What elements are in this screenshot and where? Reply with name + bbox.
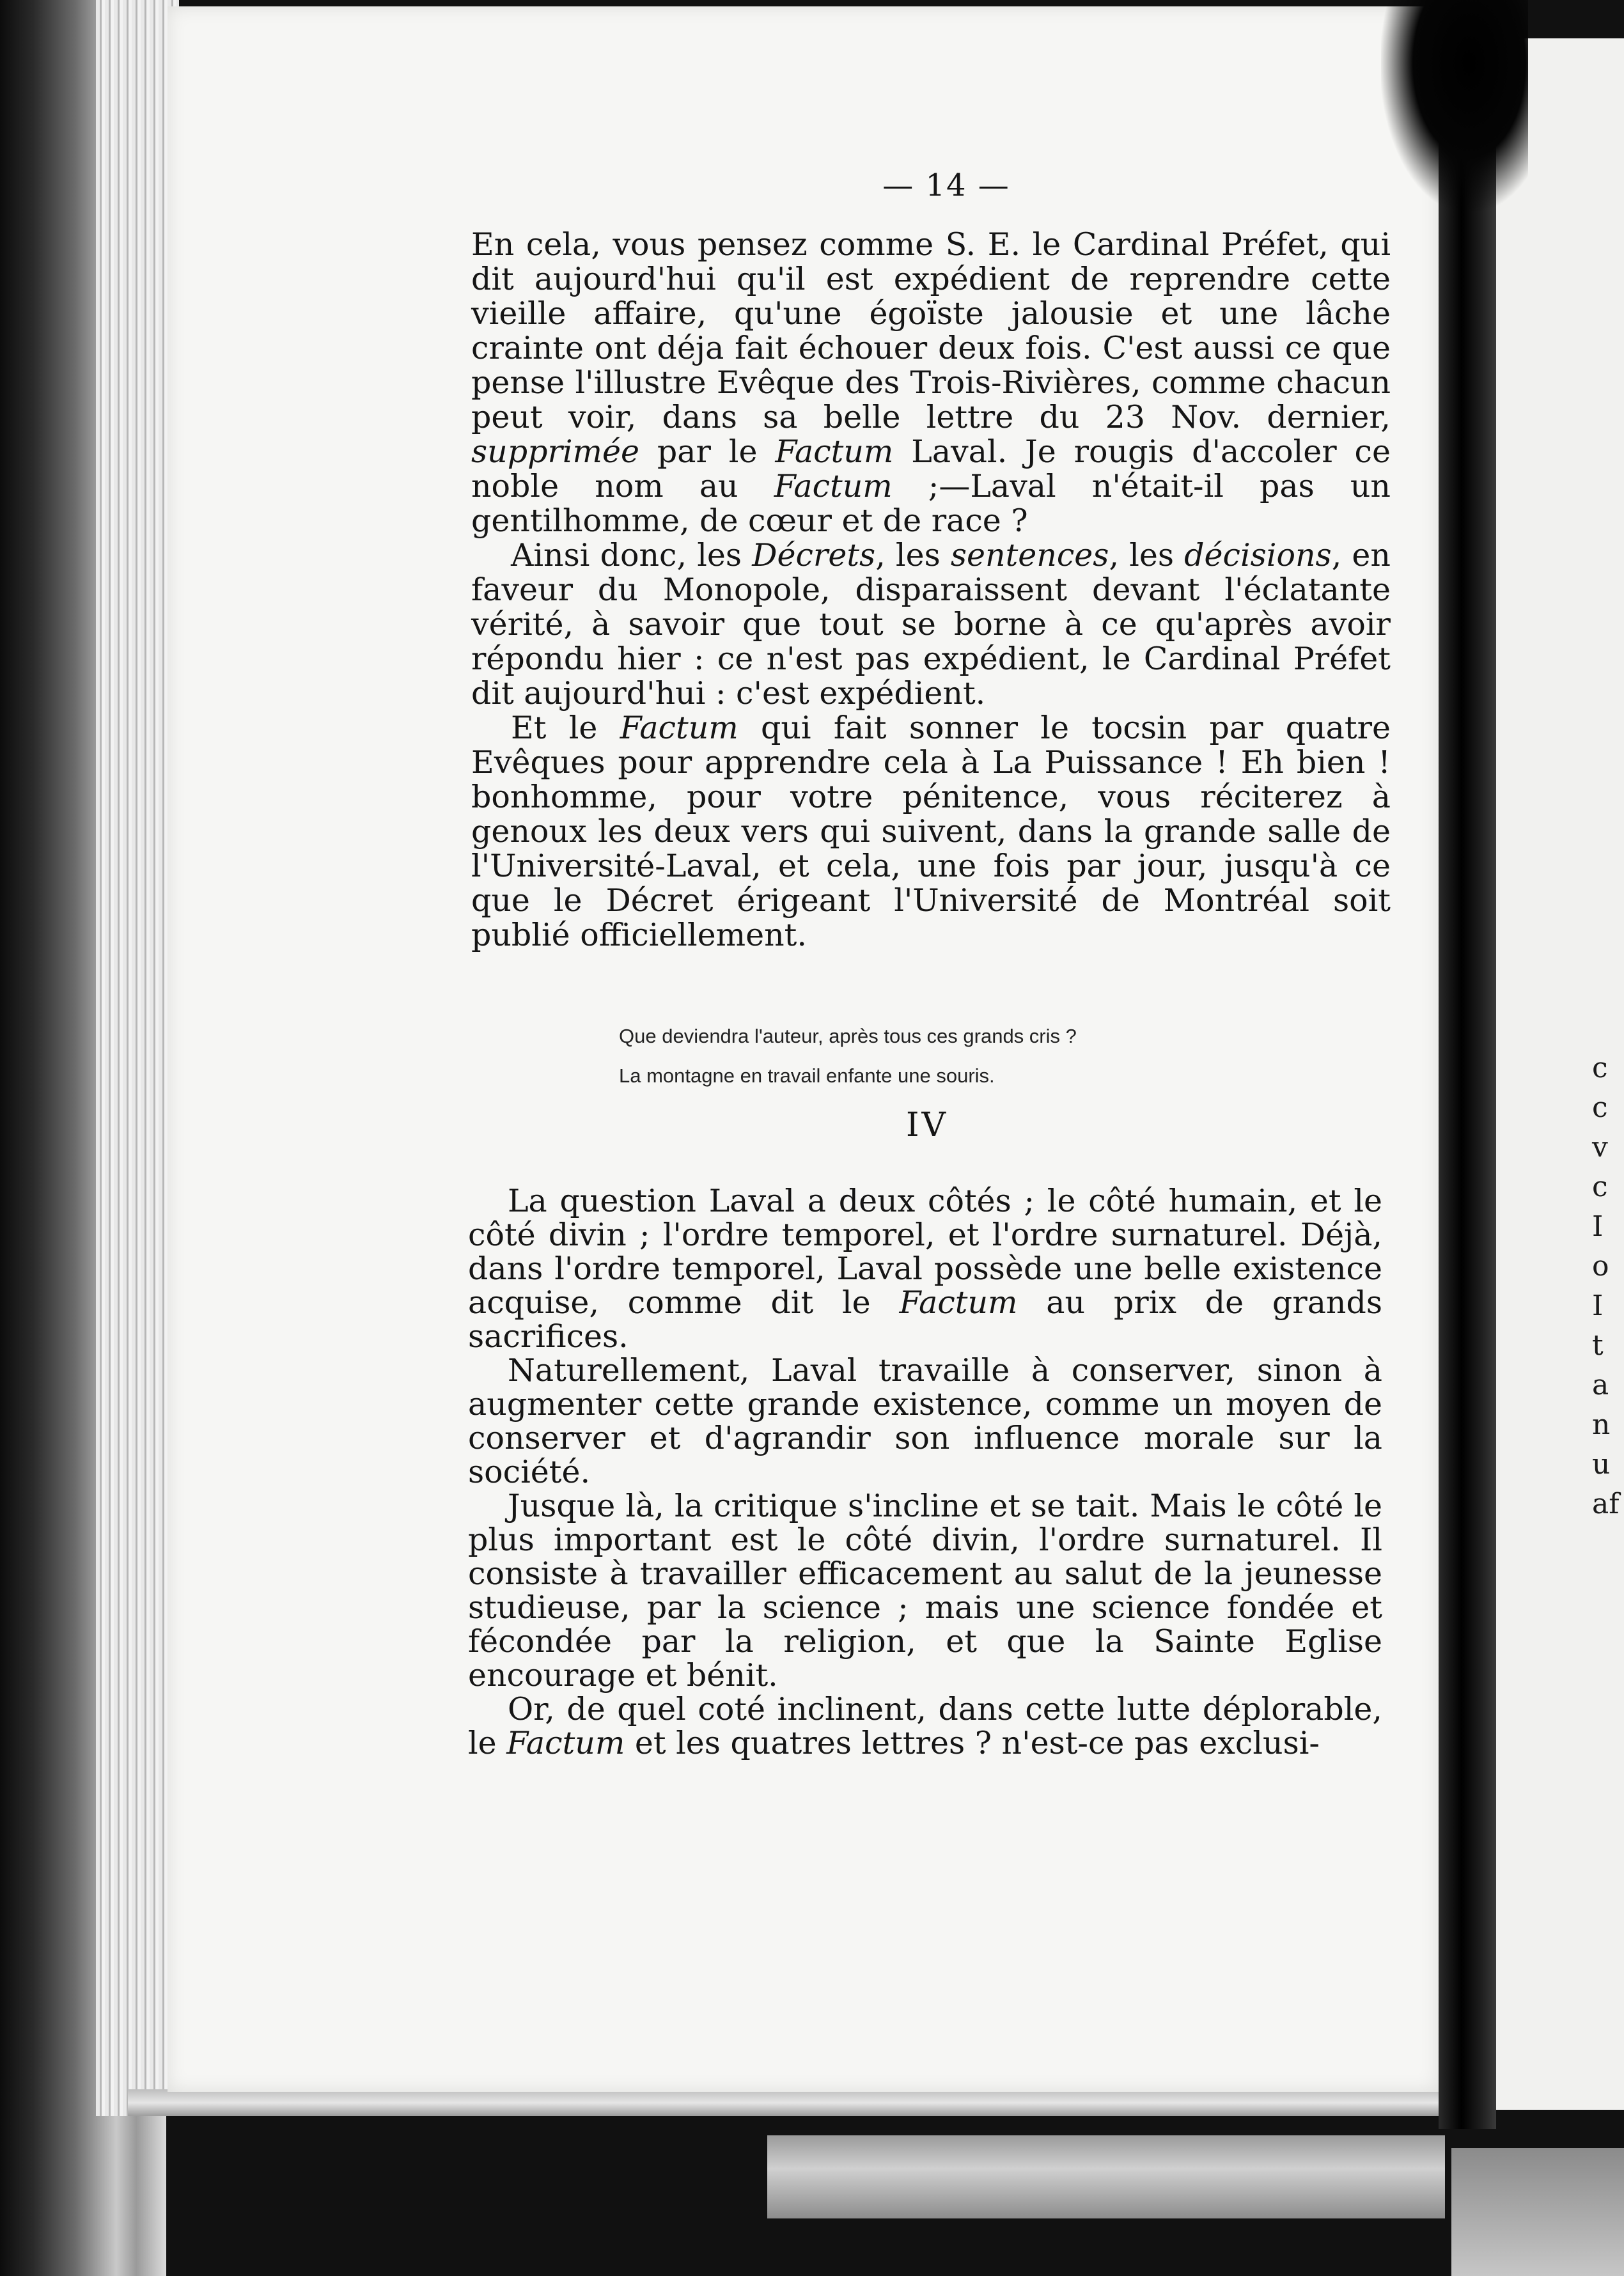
text-run: Ainsi donc, les [511,537,753,573]
italic-run: Factum [620,710,738,746]
paragraph [468,1353,1382,1489]
italic-run: Décrets [752,537,876,573]
ink-blot [1381,0,1528,211]
book-gutter [1439,0,1496,2129]
fragment: c [1592,1052,1608,1084]
text-run: Et le [511,710,620,746]
italic-run: Factum [775,433,894,470]
paper-scrap-right [1451,2148,1624,2276]
italic-run: sentences [950,537,1109,573]
fragment: t [1592,1329,1604,1362]
paper-scrap [767,2135,1445,2218]
text-run: , les [875,537,951,573]
text-run: qui fait sonner le tocsin par quatre Evêques pour apprendre cela à La Puissance ! Eh bien ! bonhomme, pour votre pénitence, vous réciterez à genoux les deux vers qui suivent, dans la grande salle de l'Université-Laval, et cela, une fois par jour, jusqu'à ce que le Décret érigeant l'Université de Montréal soit publié officiellement. [471,710,1391,953]
text-run: , en faveur du Monopole, disparaissent devant l'éclatante vérité, à savoir que tout se borne à ce qu'après avoir répondu hier : ce n'est pas expédient, le Cardinal Préfet dit aujourd'hui : c'est expédient. [471,537,1391,712]
text-run: , les [1109,537,1185,573]
text-run: Or, de quel coté inclinent, dans cette lutte déplorable, le [468,1691,1382,1761]
text-run: et les quatres lettres ? n'est-ce pas exclusi- [625,1725,1320,1761]
italic-run: supprimée [471,433,639,470]
text-run: par le [639,433,776,470]
paragraph [468,1489,1382,1692]
body-text-bottom [468,1184,1382,1760]
verse-line: Que deviendra l'auteur, après tous ces grands cris ? [619,1025,1077,1047]
verse-quote [619,1017,1258,1096]
fragment: a [1592,1369,1609,1401]
facing-page-fragments [1592,1048,1624,1524]
fragment: I [1592,1290,1604,1322]
fragment: af [1592,1488,1620,1520]
text-run: Naturellement, Laval travaille à conserver, sinon à augmenter cette grande existence, comme un moyen de conserver et d'agrandir son influence morale sur la société. [468,1352,1382,1490]
text-run: En cela, vous pensez comme S. E. le Cardinal Préfet, qui dit aujourd'hui qu'il est expédient de reprendre cette vieille affaire, qu'une égoïste jalousie et une lâche crainte ont déja fait échouer deux fois. C'est aussi ce que pense l'illustre Evêque des Trois-Rivières, comme chacun peut voir, dans sa belle lettre du 23 Nov. dernier, [471,226,1391,435]
paragraph [471,228,1391,538]
text-run: ;—Laval n'était-il pas un gentilhomme, de cœur et de race ? [471,468,1391,539]
text-run: La question Laval a deux côtés ; le côté humain, et le côté divin ; l'ordre temporel, et l'ordre surnaturel. Déjà, dans l'ordre temporel, Laval possède une belle existence acquise, comme dit le [468,1183,1382,1321]
fragment: o [1592,1250,1609,1282]
fragment: v [1592,1131,1608,1164]
fragment: I [1592,1210,1604,1243]
italic-run: Factum [774,468,893,504]
fragment: c [1592,1091,1608,1124]
book-bottom-edge [128,2089,1451,2116]
section-heading: IV [905,1106,949,1144]
italic-run: décisions [1184,537,1332,573]
italic-run: Factum [899,1284,1018,1321]
paragraph [471,538,1391,711]
italic-run: Factum [506,1725,625,1761]
text-run: au prix de grands sacrifices. [468,1284,1383,1355]
fragment: n [1592,1408,1611,1441]
fragment: u [1592,1448,1611,1481]
paragraph [468,1184,1382,1353]
body-text-top [471,228,1391,953]
paragraph [468,1692,1382,1760]
text-run: Jusque là, la critique s'incline et se tait. Mais le côté le plus important est le côté divin, l'ordre surnaturel. Il consiste à travailler efficacement au salut de la jeunesse studieuse, par la science ; mais une science fondée et fécondée par la religion, et que la Sainte Eglise encourage et bénit. [468,1488,1382,1694]
verse-line: La montagne en travail enfante une souris. [619,1064,995,1087]
page-number: — 14 — [882,168,1010,203]
paragraph [471,711,1391,953]
book-page-edges [96,0,179,2116]
text-run: Laval. Je rougis d'accoler ce noble nom au [471,433,1391,504]
fragment: c [1592,1171,1608,1203]
